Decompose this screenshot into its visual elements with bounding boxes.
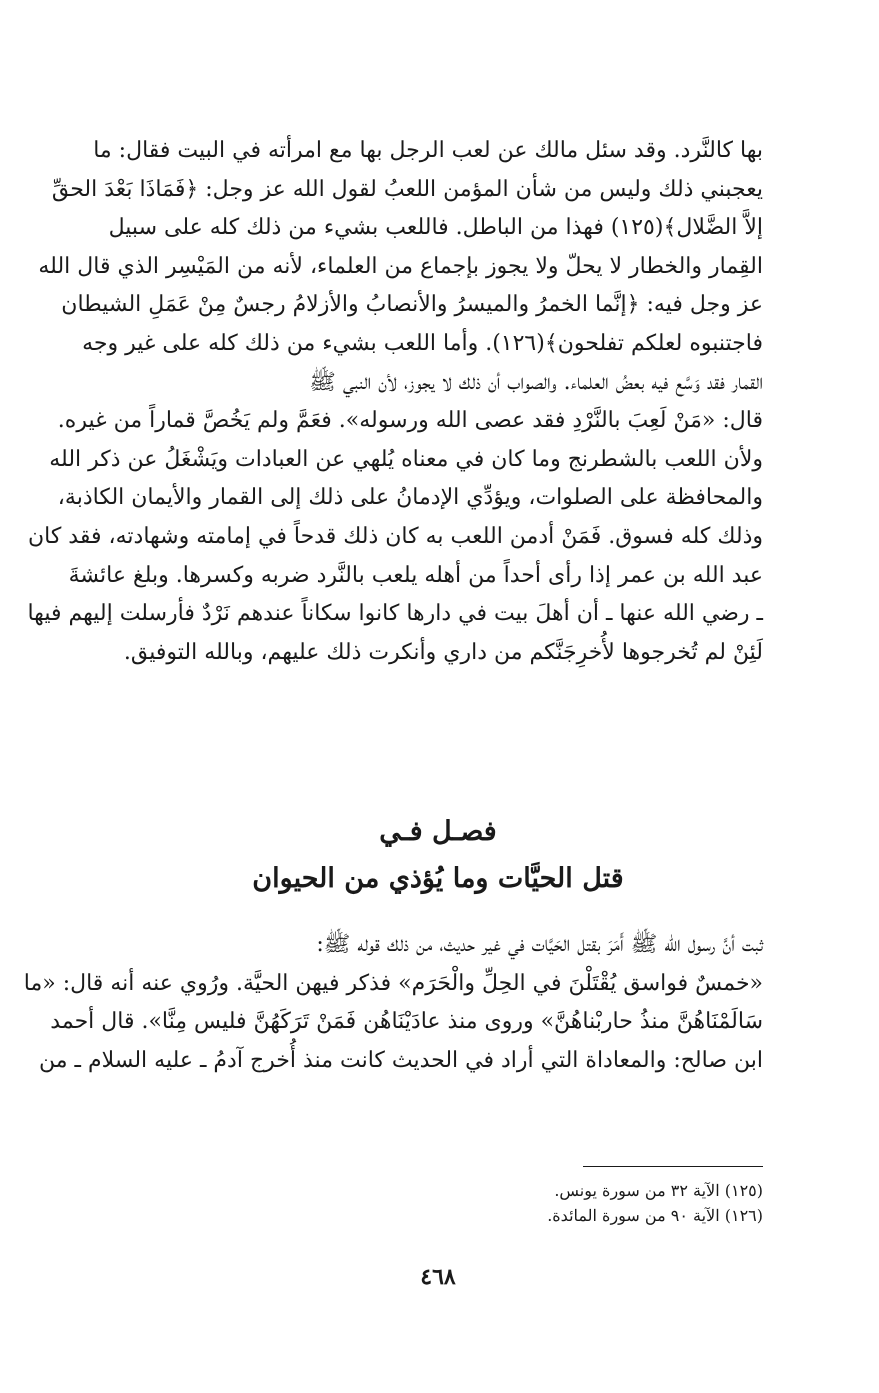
text-line: فاجتنبوه لعلكم تفلحون﴾(١٢٦). وأما اللعب بشيء من ذلك كله على غير وجه (82, 330, 763, 356)
footnote: (١٢٦) الآية ٩٠ من سورة المائدة. (547, 1206, 763, 1225)
paragraph-2 (23, 926, 763, 1080)
text-line: ثبت أنَّ رسول الله ﷺ أَمَرَ بقتل الحَيَّات في غير حديث، من ذلك قوله ﷺ: (316, 932, 763, 957)
text-line: يعجبني ذلك وليس من شأن المؤمن اللعبُ لقول الله عز وجل: ﴿فَمَاذَا بَعْدَ الحقِّ (51, 176, 763, 202)
text-line: ولأن اللعب بالشطرنج وما كان في معناه يُلهي عن العبادات ويَشْغَلُ عن ذكر الله (49, 446, 763, 472)
footnote-divider (583, 1166, 763, 1167)
text-line: القمار فقد وَسَّع فيه بعضُ العلماء. والصواب أن ذلك لا يجوز، لأن النبي ﷺ (309, 369, 763, 395)
text-line: «خمسٌ فواسق يُقْتَلْنَ في الحِلِّ والْحَرَم» فذكر فيهن الحيَّة. ورُوي عنه أنه قال: «ما (23, 970, 763, 996)
text-line: سَالَمْنَاهُنَّ منذُ حاربْناهُنَّ» وروى منذ عادَيْنَاهُن فَمَنْ تَرَكَهُنَّ فليس مِنَّا». قال أحمد (50, 1009, 763, 1035)
text-line: وذلك كله فسوق. فَمَنْ أدمن اللعب به كان ذلك قدحاً في إمامته وشهادته، فقد كان (27, 523, 763, 549)
text-line: والمحافظة على الصلوات، ويؤدِّي الإدمانُ على ذلك إلى القمار والأيمان الكاذبة، (57, 485, 763, 511)
footnote: (١٢٥) الآية ٣٢ من سورة يونس. (554, 1181, 763, 1200)
page-number: ٤٦٨ (420, 1264, 456, 1290)
footnotes (113, 1178, 763, 1228)
text-line: لَئِنْ لم تُخرجوها لأُخرِجَنَّكم من داري وأنكرت ذلك عليهم، وبالله التوفيق. (123, 639, 763, 665)
text-line: ابن صالح: والمعاداة التي أراد في الحديث كانت منذ أُخرج آدمُ ـ عليه السلام ـ من (39, 1047, 763, 1073)
text-line: قال: «مَنْ لَعِبَ بالنَّرْدِ فقد عصى الله ورسوله». فعَمَّ ولم يَخُصَّ قماراً من غيره. (57, 408, 763, 434)
text-line: ـ رضي الله عنها ـ أن أهلَ بيت في دارها كانوا سكاناً عندهم نَرْدٌ فأرسلت إليهم فيها (27, 601, 763, 627)
text-line: بها كالنَّرد. وقد سئل مالك عن لعب الرجل بها مع امرأته في البيت فقال: ما (93, 138, 763, 163)
paragraph-1 (27, 132, 763, 672)
text-line: إلاَّ الضَّلال﴾(١٢٥) فهذا من الباطل. فاللعب بشيء من ذلك كله على سبيل (108, 215, 763, 241)
text-line: عز وجل فيه: ﴿إنَّما الخمرُ والميسرُ والأنصابُ والأزلامُ رجسٌ مِنْ عَمَلِ الشيطان (61, 292, 763, 318)
section-heading-line-1: فصـل فـي (379, 816, 497, 847)
text-line: عبد الله بن عمر إذا رأى أحداً من أهله يلعب بالنَّرد ضربه وكسرها. وبلغ عائشةَ (68, 562, 763, 588)
section-heading-line-2: قتل الحيَّات وما يُؤذي من الحيوان (252, 863, 624, 894)
text-line: القِمار والخطار لا يحلّ ولا يجوز بإجماع من العلماء، لأنه من المَيْسِر الذي قال الله (38, 253, 763, 279)
